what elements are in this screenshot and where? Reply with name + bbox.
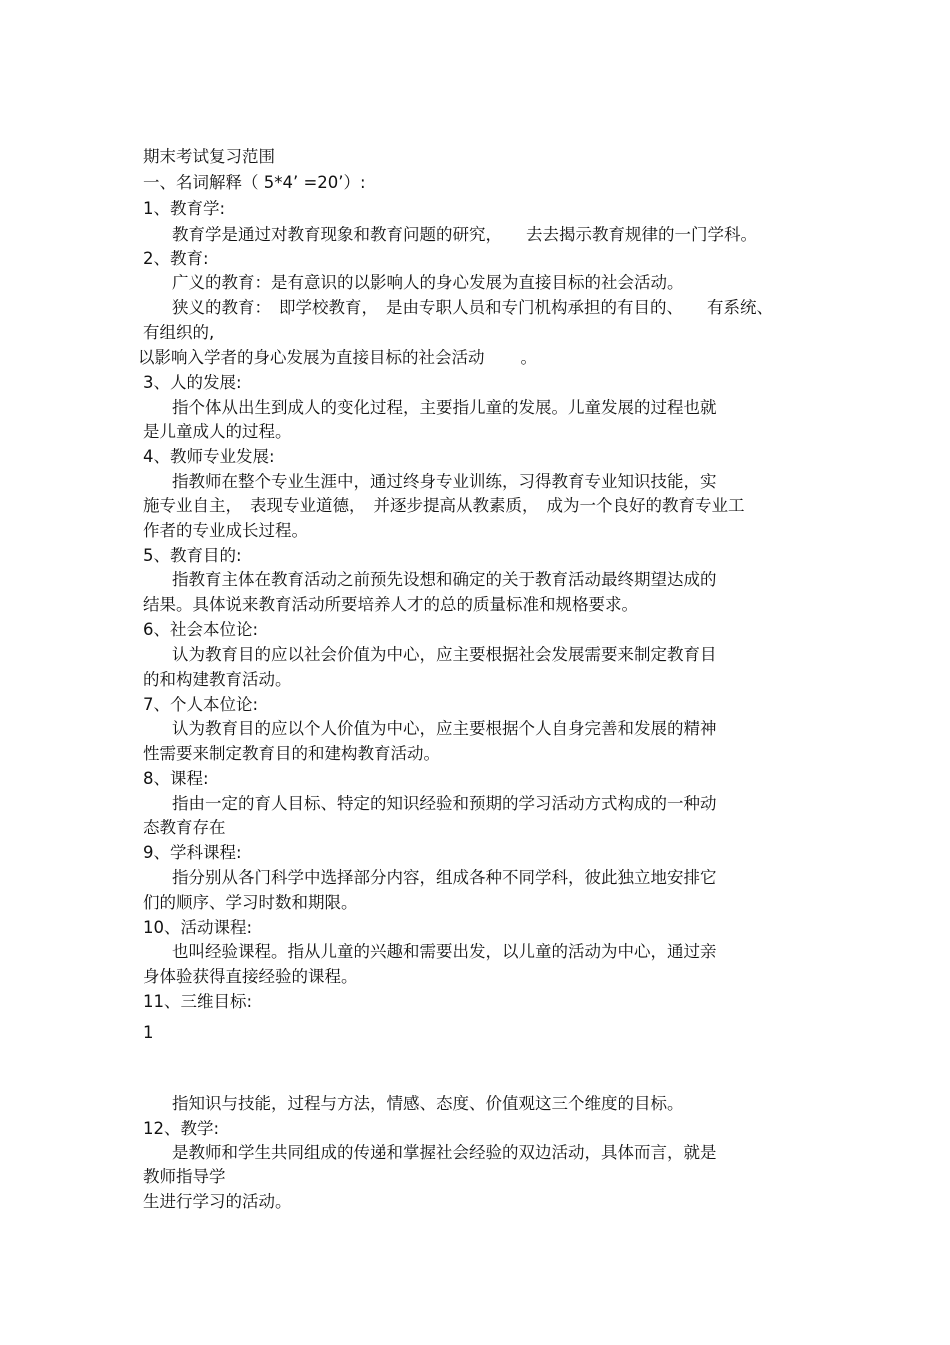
section-heading: 一、名词解释（ 5*4’ =20’）: (143, 173, 366, 192)
term-definition: 指由一定的育人目标、特定的知识经验和预期的学习活动方式构成的一种动 (172, 794, 717, 813)
term-definition: 也叫经验课程。指从儿童的兴趣和需要出发，以儿童的活动为中心，通过亲 (172, 942, 717, 961)
term-definition: 是儿童成人的过程。 (143, 422, 292, 441)
term-definition: 指教育主体在教育活动之前预先设想和确定的关于教育活动最终期望达成的 (172, 570, 717, 589)
term-definition: 是教师和学生共同组成的传递和掌握社会经验的双边活动，具体而言，就是 (172, 1143, 717, 1162)
term-heading: 3、人的发展: (143, 373, 242, 392)
term-definition: 指分别从各门科学中选择部分内容，组成各种不同学科，彼此独立地安排它 (172, 868, 717, 887)
term-definition: 有组织的, (143, 323, 215, 342)
term-definition: 指教师在整个专业生涯中，通过终身专业训练，习得教育专业知识技能，实 (172, 472, 717, 491)
term-heading: 7、个人本位论: (143, 695, 259, 714)
term-heading: 12、教学: (143, 1119, 220, 1138)
term-definition: 性需要来制定教育目的和建构教育活动。 (143, 744, 440, 763)
term-definition: 们的顺序、学习时数和期限。 (143, 893, 358, 912)
term-heading: 6、社会本位论: (143, 620, 259, 639)
term-definition: 教师指导学 (143, 1167, 226, 1186)
term-definition: 指个体从出生到成人的变化过程，主要指儿童的发展。儿童发展的过程也就 (172, 398, 717, 417)
term-definition: 施专业自主， 表现专业道德， 并逐步提高从教素质， 成为一个良好的教育专业工 (143, 496, 745, 515)
term-definition: 以影响入学者的身心发展为直接目标的社会活动 。 (138, 348, 537, 367)
term-heading: 10、活动课程: (143, 918, 253, 937)
term-heading: 4、教师专业发展: (143, 447, 275, 466)
term-definition: 生进行学习的活动。 (143, 1192, 292, 1211)
term-definition: 态教育存在 (143, 818, 226, 837)
term-heading: 11、三维目标: (143, 992, 253, 1011)
term-heading: 8、课程: (143, 769, 209, 788)
term-definition: 指知识与技能，过程与方法，情感、态度、价值观这三个维度的目标。 (172, 1094, 684, 1113)
term-heading: 2、教育: (143, 249, 209, 268)
term-heading: 9、学科课程: (143, 843, 242, 862)
doc-title: 期末考试复习范围 (143, 147, 275, 166)
term-heading: 5、教育目的: (143, 546, 242, 565)
term-definition: 认为教育目的应以社会价值为中心，应主要根据社会发展需要来制定教育目 (172, 645, 717, 664)
page-number: 1 (143, 1023, 154, 1042)
term-definition: 身体验获得直接经验的课程。 (143, 967, 358, 986)
term-definition: 的和构建教育活动。 (143, 670, 292, 689)
term-definition: 狭义的教育： 即学校教育， 是由专职人员和专门机构承担的有目的、 有系统、 (172, 298, 773, 317)
term-definition: 认为教育目的应以个人价值为中心，应主要根据个人自身完善和发展的精神 (172, 719, 717, 738)
term-definition: 结果。具体说来教育活动所要培养人才的总的质量标准和规格要求。 (143, 595, 638, 614)
term-definition: 广义的教育：是有意识的以影响人的身心发展为直接目标的社会活动。 (172, 273, 684, 292)
term-definition: 作者的专业成长过程。 (143, 521, 308, 540)
term-definition: 教育学是通过对教育现象和教育问题的研究， 去去揭示教育规律的一门学科。 (172, 225, 757, 244)
term-heading: 1、教育学: (143, 199, 226, 218)
